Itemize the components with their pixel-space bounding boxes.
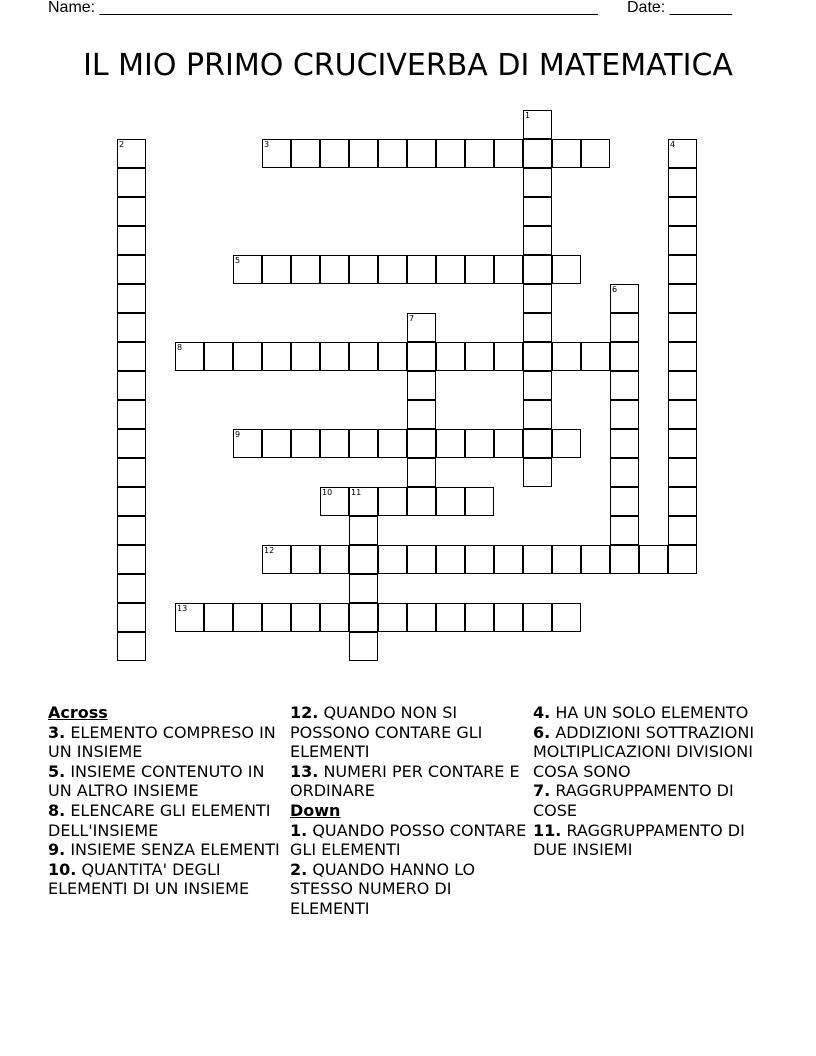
grid-cell[interactable] [378, 545, 407, 574]
grid-cell[interactable] [117, 400, 146, 429]
grid-cell[interactable] [378, 342, 407, 371]
grid-cell[interactable] [233, 603, 262, 632]
grid-cell[interactable] [407, 545, 436, 574]
cell-number: 9 [235, 430, 241, 439]
across-clue [48, 723, 286, 762]
grid-cell[interactable] [436, 342, 465, 371]
grid-cell[interactable] [407, 139, 436, 168]
grid-cell[interactable] [552, 429, 581, 458]
grid-cell[interactable] [117, 574, 146, 603]
clue-column-3 [533, 703, 771, 860]
grid-cell[interactable] [349, 487, 378, 516]
grid-cell[interactable] [378, 487, 407, 516]
grid-cell[interactable] [407, 603, 436, 632]
clue-number: 8. [48, 800, 66, 820]
grid-cell[interactable] [465, 603, 494, 632]
cell-number: 7 [409, 314, 415, 323]
clue-text: RAGGRUPPAMENTO DI COSE [533, 781, 734, 820]
grid-cell[interactable] [523, 545, 552, 574]
grid-cell[interactable] [465, 342, 494, 371]
grid-cell[interactable] [349, 255, 378, 284]
grid-cell[interactable] [291, 342, 320, 371]
grid-cell[interactable] [117, 342, 146, 371]
down-clue [290, 860, 528, 919]
grid-cell[interactable] [610, 458, 639, 487]
grid-cell[interactable] [494, 255, 523, 284]
grid-cell[interactable] [117, 197, 146, 226]
grid-cell[interactable] [436, 139, 465, 168]
grid-cell[interactable] [117, 168, 146, 197]
grid-cell[interactable] [523, 139, 552, 168]
grid-cell[interactable] [465, 255, 494, 284]
grid-cell[interactable] [233, 255, 262, 284]
down-heading: Down [290, 800, 341, 820]
clue-column-2 [290, 703, 528, 919]
clue-number: 4. [533, 703, 551, 722]
clue-text: QUANDO NON SI POSSONO CONTARE GLI ELEMENTI [290, 703, 483, 762]
grid-cell[interactable] [320, 429, 349, 458]
clue-text: ELENCARE GLI ELEMENTI DELL'INSIEME [48, 800, 271, 840]
grid-cell[interactable] [407, 458, 436, 487]
across-clue [290, 762, 528, 801]
grid-cell[interactable] [436, 255, 465, 284]
grid-cell[interactable] [523, 255, 552, 284]
grid-cell[interactable] [494, 545, 523, 574]
grid-cell[interactable] [349, 574, 378, 603]
grid-cell[interactable] [610, 371, 639, 400]
clue-number: 7. [533, 781, 551, 801]
grid-cell[interactable] [262, 139, 291, 168]
grid-cell[interactable] [552, 545, 581, 574]
grid-cell[interactable] [523, 371, 552, 400]
down-clue [533, 703, 771, 723]
grid-cell[interactable] [668, 429, 697, 458]
grid-cell[interactable] [262, 603, 291, 632]
grid-cell[interactable] [320, 342, 349, 371]
grid-cell[interactable] [291, 255, 320, 284]
grid-cell[interactable] [407, 429, 436, 458]
grid-cell[interactable] [465, 429, 494, 458]
grid-cell[interactable] [668, 168, 697, 197]
clue-text: QUANDO HANNO LO STESSO NUMERO DI ELEMENTI [290, 859, 476, 918]
grid-cell[interactable] [523, 342, 552, 371]
clue-text: QUANTITA' DEGLI ELEMENTI DI UN INSIEME [48, 859, 250, 899]
grid-cell[interactable] [262, 255, 291, 284]
grid-cell[interactable] [610, 429, 639, 458]
clue-number: 11. [533, 820, 562, 840]
clue-number: 10. [48, 859, 77, 879]
grid-cell[interactable] [378, 255, 407, 284]
grid-cell[interactable] [523, 226, 552, 255]
cell-number: 10 [322, 488, 333, 497]
clue-number: 1. [290, 820, 308, 840]
grid-cell[interactable] [349, 342, 378, 371]
clue-text: HA UN SOLO ELEMENTO [555, 703, 749, 722]
grid-cell[interactable] [668, 342, 697, 371]
grid-cell[interactable] [407, 313, 436, 342]
grid-cell[interactable] [668, 371, 697, 400]
grid-cell[interactable] [581, 139, 610, 168]
grid-cell[interactable] [494, 139, 523, 168]
grid-cell[interactable] [349, 516, 378, 545]
grid-cell[interactable] [523, 458, 552, 487]
clue-number: 12. [290, 703, 319, 722]
grid-cell[interactable] [668, 516, 697, 545]
grid-cell[interactable] [407, 371, 436, 400]
clue-number: 13. [290, 761, 319, 781]
clue-text: ADDIZIONI SOTTRAZIONI MOLTIPLICAZIONI DIVISIONI COSA SONO [533, 722, 755, 781]
cell-number: 4 [670, 140, 676, 149]
grid-cell[interactable] [117, 255, 146, 284]
grid-cell[interactable] [117, 632, 146, 661]
grid-cell[interactable] [117, 458, 146, 487]
grid-cell[interactable] [523, 429, 552, 458]
cell-number: 2 [119, 140, 125, 149]
grid-cell[interactable] [291, 139, 320, 168]
grid-cell[interactable] [378, 429, 407, 458]
grid-cell[interactable] [233, 429, 262, 458]
grid-cell[interactable] [610, 342, 639, 371]
grid-cell[interactable] [117, 545, 146, 574]
grid-cell[interactable] [610, 284, 639, 313]
grid-cell[interactable] [117, 603, 146, 632]
grid-cell[interactable] [233, 342, 262, 371]
clue-text: INSIEME CONTENUTO IN UN ALTRO INSIEME [48, 761, 265, 801]
grid-cell[interactable] [378, 139, 407, 168]
grid-cell[interactable] [204, 342, 233, 371]
cell-number: 1 [525, 111, 531, 120]
grid-cell[interactable] [581, 342, 610, 371]
grid-cell[interactable] [117, 226, 146, 255]
cell-number: 6 [612, 285, 618, 294]
grid-cell[interactable] [523, 168, 552, 197]
cell-number: 8 [177, 343, 183, 352]
clue-text: RAGGRUPPAMENTO DI DUE INSIEMI [533, 820, 745, 860]
grid-cell[interactable] [117, 313, 146, 342]
grid-cell[interactable] [523, 603, 552, 632]
grid-cell[interactable] [610, 516, 639, 545]
grid-cell[interactable] [668, 139, 697, 168]
cell-number: 3 [264, 140, 270, 149]
clue-text: QUANDO POSSO CONTARE GLI ELEMENTI [290, 820, 527, 860]
grid-cell[interactable] [552, 255, 581, 284]
across-clue [48, 801, 286, 840]
grid-cell[interactable] [436, 429, 465, 458]
across-heading: Across [48, 703, 108, 722]
grid-cell[interactable] [407, 255, 436, 284]
grid-cell[interactable] [552, 603, 581, 632]
clue-column-1 [48, 703, 286, 899]
grid-cell[interactable] [378, 603, 407, 632]
grid-cell[interactable] [117, 429, 146, 458]
name-field[interactable]: Name: ________________________________________________________ [48, 0, 598, 16]
grid-cell[interactable] [262, 342, 291, 371]
grid-cell[interactable] [668, 313, 697, 342]
grid-cell[interactable] [407, 400, 436, 429]
cell-number: 12 [264, 546, 275, 555]
cell-number: 11 [351, 488, 362, 497]
grid-cell[interactable] [552, 139, 581, 168]
grid-cell[interactable] [668, 458, 697, 487]
grid-cell[interactable] [523, 197, 552, 226]
grid-cell[interactable] [523, 400, 552, 429]
grid-cell[interactable] [349, 632, 378, 661]
across-clue [48, 762, 286, 801]
grid-cell[interactable] [552, 342, 581, 371]
grid-cell[interactable] [465, 487, 494, 516]
grid-cell[interactable] [668, 487, 697, 516]
cell-number: 5 [235, 256, 241, 265]
grid-cell[interactable] [581, 545, 610, 574]
grid-cell[interactable] [407, 342, 436, 371]
date-field[interactable]: Date: _______ [627, 0, 732, 16]
down-clue [533, 723, 771, 782]
grid-cell[interactable] [262, 545, 291, 574]
down-clue [533, 821, 771, 860]
grid-cell[interactable] [436, 545, 465, 574]
grid-cell[interactable] [610, 313, 639, 342]
clue-text: INSIEME SENZA ELEMENTI [70, 840, 280, 860]
grid-cell[interactable] [436, 603, 465, 632]
grid-cell[interactable] [204, 603, 233, 632]
puzzle-title: IL MIO PRIMO CRUCIVERBA DI MATEMATICA [83, 48, 733, 83]
grid-cell[interactable] [349, 545, 378, 574]
clue-number: 3. [48, 722, 66, 742]
grid-cell[interactable] [494, 603, 523, 632]
grid-cell[interactable] [668, 197, 697, 226]
grid-cell[interactable] [523, 110, 552, 139]
grid-cell[interactable] [291, 603, 320, 632]
grid-cell[interactable] [610, 545, 639, 574]
down-clue [533, 781, 771, 820]
across-clue [48, 840, 286, 860]
grid-cell[interactable] [407, 487, 436, 516]
grid-cell[interactable] [668, 255, 697, 284]
clue-number: 6. [533, 722, 551, 742]
down-clue [290, 821, 528, 860]
grid-cell[interactable] [639, 545, 668, 574]
cell-number: 13 [177, 604, 188, 613]
grid-cell[interactable] [117, 487, 146, 516]
grid-cell[interactable] [523, 284, 552, 313]
grid-cell[interactable] [117, 371, 146, 400]
grid-cell[interactable] [523, 313, 552, 342]
across-clue [48, 860, 286, 899]
grid-cell[interactable] [175, 603, 204, 632]
grid-cell[interactable] [291, 545, 320, 574]
grid-cell[interactable] [175, 342, 204, 371]
clue-number: 2. [290, 859, 308, 879]
across-clue [290, 703, 528, 762]
grid-cell[interactable] [465, 139, 494, 168]
clue-text: NUMERI PER CONTARE E ORDINARE [290, 761, 520, 801]
grid-cell[interactable] [320, 545, 349, 574]
grid-cell[interactable] [349, 603, 378, 632]
grid-cell[interactable] [668, 226, 697, 255]
grid-cell[interactable] [117, 516, 146, 545]
grid-cell[interactable] [291, 429, 320, 458]
grid-cell[interactable] [320, 603, 349, 632]
grid-cell[interactable] [494, 429, 523, 458]
grid-cell[interactable] [349, 429, 378, 458]
grid-cell[interactable] [610, 487, 639, 516]
grid-cell[interactable] [494, 342, 523, 371]
grid-cell[interactable] [117, 284, 146, 313]
grid-cell[interactable] [349, 139, 378, 168]
grid-cell[interactable] [436, 487, 465, 516]
grid-cell[interactable] [465, 545, 494, 574]
clue-number: 9. [48, 840, 66, 860]
grid-cell[interactable] [320, 487, 349, 516]
grid-cell[interactable] [668, 400, 697, 429]
grid-cell[interactable] [610, 400, 639, 429]
grid-cell[interactable] [320, 255, 349, 284]
grid-cell[interactable] [262, 429, 291, 458]
clue-number: 5. [48, 761, 66, 781]
grid-cell[interactable] [668, 284, 697, 313]
grid-cell[interactable] [320, 139, 349, 168]
clue-text: ELEMENTO COMPRESO IN UN INSIEME [48, 722, 276, 762]
grid-cell[interactable] [117, 139, 146, 168]
grid-cell[interactable] [668, 545, 697, 574]
